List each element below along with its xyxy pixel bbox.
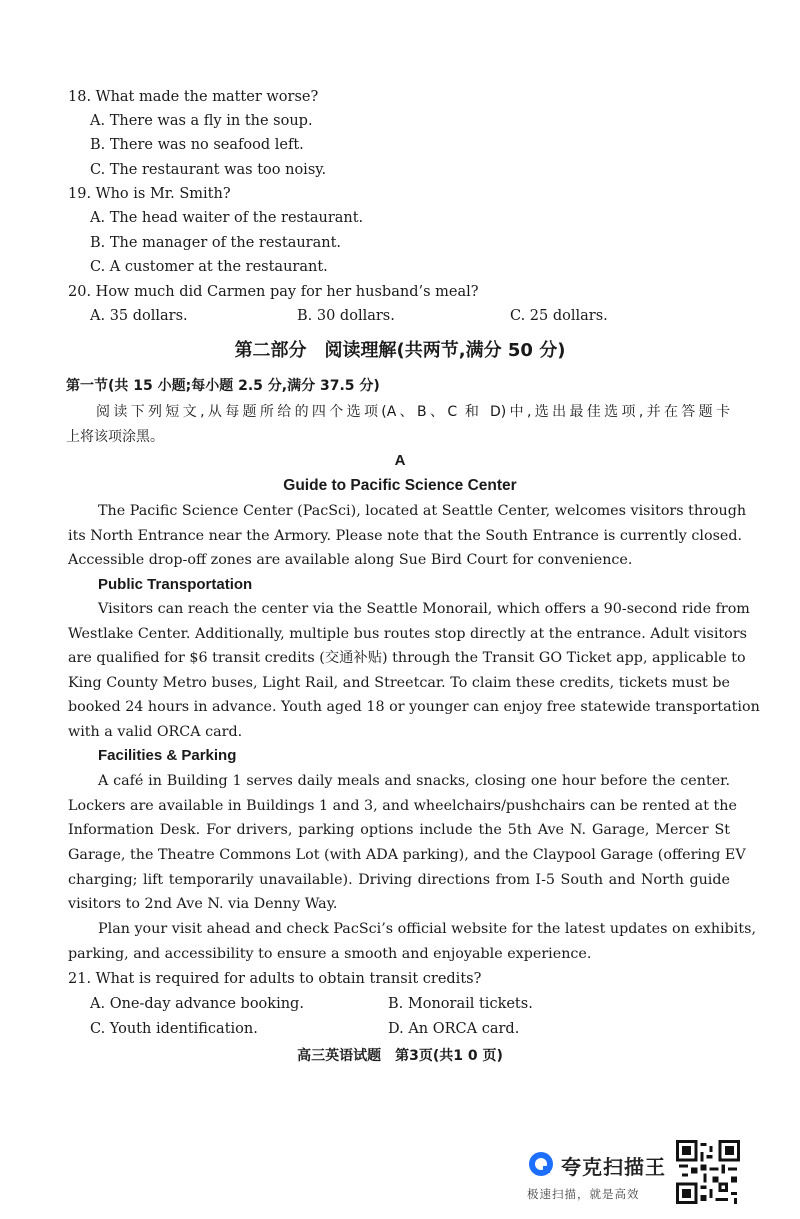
closing-line-2: parking, and accessibility to ensure a smooth and enjoyable experience.: [68, 946, 592, 962]
passage-title: Guide to Pacific Science Center: [283, 477, 517, 494]
qr-code-icon: [676, 1140, 740, 1204]
transport-line-5: booked 24 hours in advance. Youth aged 18 or younger can enjoy free statewide transportation: [68, 699, 760, 715]
section-title: 第一节(共 15 小题;每小题 2.5 分,满分 37.5 分): [66, 378, 380, 394]
question-20-option-c: C. 25 dollars.: [510, 308, 608, 324]
part-title: 第二部分 阅读理解(共两节,满分 50 分): [234, 340, 566, 361]
transport-line-3: are qualified for $6 transit credits (交通补贴) through the Transit GO Ticket app, applicable to: [68, 650, 746, 666]
intro-line-2: its North Entrance near the Armory. Please note that the South Entrance is currently closed.: [68, 528, 743, 544]
page-footer: 高三英语试题 第3页(共1 0 页): [297, 1048, 503, 1064]
scanner-brand-name: 夸克扫描王: [561, 1155, 666, 1179]
facilities-line-5: charging; lift temporarily unavailable). Driving directions from I-5 South and North guide: [68, 872, 730, 888]
facilities-line-1: A café in Building 1 serves daily meals and snacks, closing one hour before the center.: [98, 773, 730, 789]
transport-line-1: Visitors can reach the center via the Seattle Monorail, which offers a 90-second ride from: [98, 601, 750, 617]
question-19-option-a: A. The head waiter of the restaurant.: [90, 210, 364, 226]
intro-line-1: The Pacific Science Center (PacSci), located at Seattle Center, welcomes visitors through: [98, 503, 747, 519]
question-20-option-a: A. 35 dollars.: [90, 308, 188, 324]
question-21-option-d: D. An ORCA card.: [388, 1021, 520, 1037]
question-18-option-b: B. There was no seafood left.: [90, 137, 304, 153]
transport-line-6: with a valid ORCA card.: [68, 724, 243, 740]
transport-line-4: King County Metro buses, Light Rail, and Streetcar. To claim these credits, tickets must be: [68, 675, 730, 691]
closing-line-1: Plan your visit ahead and check PacSci’s official website for the latest updates on exhibits,: [98, 921, 756, 937]
facilities-line-2: Lockers are available in Buildings 1 and 3, and wheelchairs/pushchairs can be rented at the: [68, 798, 737, 814]
facilities-heading: Facilities & Parking: [98, 747, 237, 764]
passage-letter: A: [394, 452, 406, 469]
scanner-logo-icon: [527, 1150, 555, 1178]
question-19-option-c: C. A customer at the restaurant.: [90, 259, 328, 275]
scanner-tagline: 极速扫描，就是高效: [527, 1187, 640, 1201]
transport-heading: Public Transportation: [98, 576, 253, 593]
transport-line-2: Westlake Center. Additionally, multiple bus routes stop directly at the entrance. Adult visitors: [68, 626, 747, 642]
facilities-line-3: Information Desk. For drivers, parking options include the 5th Ave N. Garage, Mercer St: [68, 822, 730, 838]
instructions-line-1: 阅读下列短文,从每题所给的四个选项(A、B、C 和 D)中,选出最佳选项,并在答题卡: [96, 404, 730, 420]
question-18-option-a: A. There was a fly in the soup.: [90, 113, 313, 129]
intro-line-3: Accessible drop-off zones are available along Sue Bird Court for convenience.: [68, 552, 633, 568]
instructions-line-2: 上将该项涂黑。: [66, 429, 164, 445]
scanner-watermark: [527, 1148, 667, 1208]
question-19-option-b: B. The manager of the restaurant.: [90, 235, 342, 251]
facilities-line-4: Garage, the Theatre Commons Lot (with ADA parking), and the Claypool Garage (offering EV: [68, 847, 746, 863]
question-18-stem: 18. What made the matter worse?: [68, 89, 319, 105]
question-21-option-c: C. Youth identification.: [90, 1021, 258, 1037]
question-20-option-b: B. 30 dollars.: [297, 308, 395, 324]
question-18-option-c: C. The restaurant was too noisy.: [90, 162, 327, 178]
question-19-stem: 19. Who is Mr. Smith?: [68, 186, 231, 202]
facilities-line-6: visitors to 2nd Ave N. via Denny Way.: [68, 896, 338, 912]
question-20-stem: 20. How much did Carmen pay for her husband’s meal?: [68, 284, 479, 300]
question-21-option-b: B. Monorail tickets.: [388, 996, 533, 1012]
question-21-option-a: A. One-day advance booking.: [90, 996, 304, 1012]
question-21-stem: 21. What is required for adults to obtain transit credits?: [68, 971, 482, 987]
